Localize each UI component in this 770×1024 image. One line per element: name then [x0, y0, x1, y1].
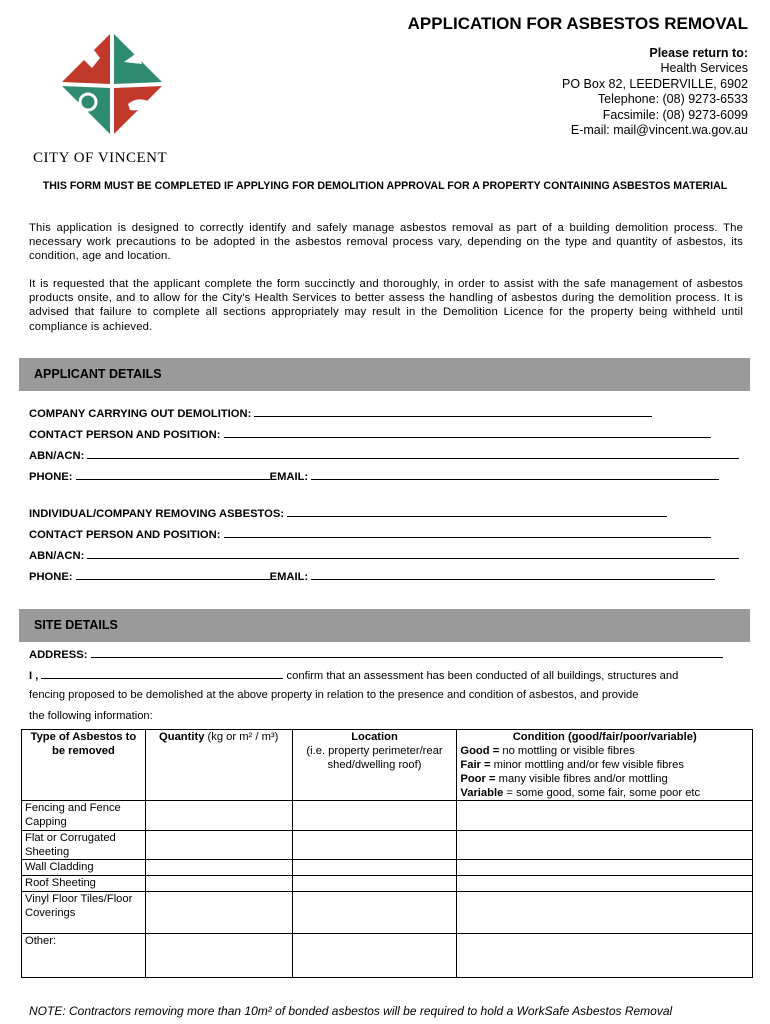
intro-paragraph-2: It is requested that the applicant complete the form succinctly and thoroughly, in order to assist with the safe management of asbestos products onsite, and to allow for the City's Health Services to better assess the handling of asbestos during the demolition process. It is advised that failure to complete all sections appropriately may result in the Demolition Licence for the property being withheld until compliance is achieved.	[29, 278, 743, 333]
table-row[interactable]	[22, 831, 753, 860]
site-section-title: SITE DETAILS	[34, 618, 118, 632]
intro-paragraph-1: This application is designed to correctly identify and safely manage asbestos removal as part of a building demolition process. The necessary work precautions to be adopted in the asbestos removal process vary, depending on the type and quantity of asbestos, its condition, age and location.	[29, 222, 743, 263]
return-heading: Please return to:	[649, 46, 748, 60]
type-cell: Other:	[22, 934, 146, 978]
phone-email-field-1[interactable]: PHONE: EMAIL:	[29, 469, 719, 483]
declaration-line-3: the following information:	[29, 710, 153, 722]
company-demolition-field[interactable]: COMPANY CARRYING OUT DEMOLITION:	[29, 406, 652, 420]
site-section-header	[19, 609, 750, 642]
table-header-row	[22, 730, 753, 801]
table-row[interactable]	[22, 801, 753, 831]
col-quantity-header: Quantity (kg or m² / m³)	[145, 730, 292, 801]
declaration-line[interactable]: I , confirm that an assessment has been conducted of all buildings, structures and	[29, 670, 679, 682]
phone-email-field-2[interactable]: PHONE: EMAIL:	[29, 569, 715, 583]
org-name: CITY OF VINCENT	[33, 150, 168, 166]
form-title: APPLICATION FOR ASBESTOS REMOVAL	[407, 14, 748, 33]
warning-text: THIS FORM MUST BE COMPLETED IF APPLYING FOR DEMOLITION APPROVAL FOR A PROPERTY CONTAINING ASBESTOS MATERIAL	[42, 180, 728, 192]
return-email: E-mail: mail@vincent.wa.gov.au	[570, 123, 748, 138]
contact-person-field-2[interactable]: CONTACT PERSON AND POSITION:	[29, 527, 711, 541]
location-cell[interactable]	[292, 892, 457, 934]
table-row[interactable]	[22, 934, 753, 978]
asbestos-table	[21, 729, 753, 978]
condition-cell[interactable]	[457, 860, 753, 876]
return-dept: Health Services	[660, 61, 748, 76]
quantity-cell[interactable]	[145, 876, 292, 892]
location-cell[interactable]	[292, 876, 457, 892]
type-cell: Wall Cladding	[22, 860, 146, 876]
location-cell[interactable]	[292, 831, 457, 860]
quantity-cell[interactable]	[145, 892, 292, 934]
type-cell: Roof Sheeting	[22, 876, 146, 892]
col-location-header: Location (i.e. property perimeter/rear shed/dwelling roof)	[292, 730, 457, 801]
abn-field-2[interactable]: ABN/ACN:	[29, 548, 739, 562]
city-of-vincent-logo	[58, 32, 168, 136]
location-cell[interactable]	[292, 860, 457, 876]
location-cell[interactable]	[292, 934, 457, 978]
condition-cell[interactable]	[457, 831, 753, 860]
address-field[interactable]: ADDRESS:	[29, 647, 723, 661]
return-facsimile: Facsimile: (08) 9273-6099	[602, 107, 748, 122]
type-cell: Flat or Corrugated Sheeting	[22, 831, 146, 860]
table-row[interactable]	[22, 860, 753, 876]
contact-person-field-1[interactable]: CONTACT PERSON AND POSITION:	[29, 427, 711, 441]
condition-cell[interactable]	[457, 892, 753, 934]
condition-cell[interactable]	[457, 876, 753, 892]
condition-cell[interactable]	[457, 801, 753, 831]
location-cell[interactable]	[292, 801, 457, 831]
declaration-line-2: fencing proposed to be demolished at the above property in relation to the presence and condition of asbestos, and provide	[29, 689, 639, 701]
abn-field-1[interactable]: ABN/ACN:	[29, 448, 739, 462]
quantity-cell[interactable]	[145, 831, 292, 860]
table-row[interactable]	[22, 892, 753, 934]
quantity-cell[interactable]	[145, 934, 292, 978]
contractor-note: NOTE: Contractors removing more than 10m² of bonded asbestos will be required to hold a WorkSafe Asbestos Removal	[29, 1004, 673, 1018]
removing-company-field[interactable]: INDIVIDUAL/COMPANY REMOVING ASBESTOS:	[29, 506, 667, 520]
col-type-header: Type of Asbestos to be removed	[22, 730, 146, 801]
applicant-section-title: APPLICANT DETAILS	[34, 367, 162, 381]
col-condition-header: Condition (good/fair/poor/variable) Good = no mottling or visible fibres Fair = minor mottling and/or few visible fibres Poor = many visible fibres and/or mottling Variable = some good, some fair, some poor etc	[457, 730, 753, 801]
return-address	[562, 46, 748, 138]
quantity-cell[interactable]	[145, 860, 292, 876]
applicant-section-header	[19, 358, 750, 391]
type-cell: Vinyl Floor Tiles/Floor Coverings	[22, 892, 146, 934]
type-cell: Fencing and Fence Capping	[22, 801, 146, 831]
condition-cell[interactable]	[457, 934, 753, 978]
quantity-cell[interactable]	[145, 801, 292, 831]
return-telephone: Telephone: (08) 9273-6533	[597, 92, 748, 107]
table-row[interactable]	[22, 876, 753, 892]
return-po-box: PO Box 82, LEEDERVILLE, 6902	[562, 76, 748, 91]
